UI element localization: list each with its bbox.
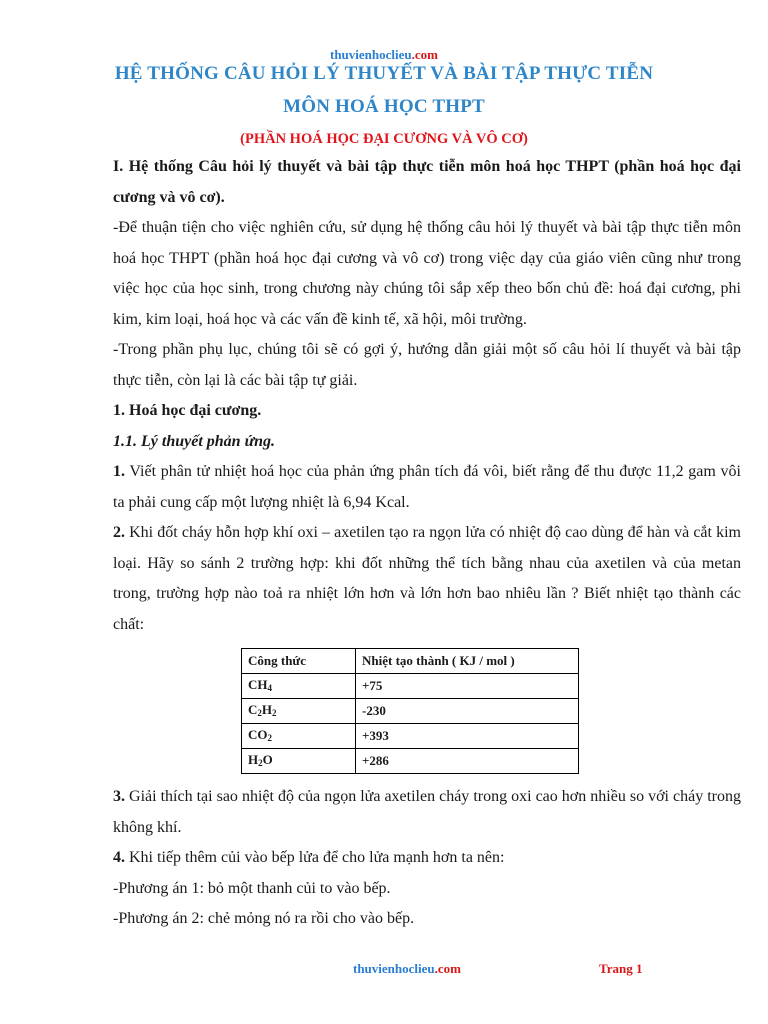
- table-row: [242, 699, 579, 724]
- question-4-text: Khi tiếp thêm củi vào bếp lửa để cho lửa mạnh hơn ta nên:: [125, 849, 505, 866]
- formula-part: CO: [248, 726, 268, 742]
- formula-part: H: [248, 751, 259, 767]
- formula-part: H: [261, 701, 273, 717]
- footer-site-name-text: thuvienhoclieu: [353, 961, 435, 976]
- heading-reaction-theory: 1.1. Lý thuyết phản ứng.: [113, 432, 276, 450]
- question-3-text: Giải thích tại sao nhiệt độ của ngọn lửa axetilen cháy trong oxi cao hơn nhiều so với cháy trong không khí.: [113, 788, 741, 836]
- value-cell: +286: [356, 749, 579, 774]
- formula-subscript: 2: [257, 707, 262, 718]
- table-header-row: [242, 649, 579, 674]
- header-site-name-text: thuvienhoclieu: [330, 47, 412, 62]
- document-subtitle: (PHẦN HOÁ HỌC ĐẠI CƯƠNG VÀ VÔ CƠ): [240, 131, 528, 147]
- document-title-line2: MÔN HOÁ HỌC THPT: [283, 96, 485, 117]
- question-1-number: 1.: [113, 463, 125, 480]
- footer-site-name: [353, 961, 461, 977]
- footer-site-domain: .com: [434, 961, 461, 976]
- question-4: [113, 843, 741, 874]
- document-title-line1: HỆ THỐNG CÂU HỎI LÝ THUYẾT VÀ BÀI TẬP THỰC TIỄN: [114, 63, 654, 84]
- question-2-text: Khi đốt cháy hỗn hợp khí oxi – axetilen tạo ra ngọn lửa có nhiệt độ cao dùng để hàn và cắt kim loại. Hãy so sánh 2 trường hợp: khi đốt những thể tích bằng nhau của axetilen và của metan trong, trường hợp nào toả ra nhiệt lớn hơn và lớn hơn bao nhiêu lần ? Biết nhiệt tạo thành các chất:: [113, 524, 741, 633]
- page-number: Trang 1: [599, 961, 643, 976]
- intro-paragraph-2: -Trong phần phụ lục, chúng tôi sẽ có gợi ý, hướng dẫn giải một số câu hỏi lí thuyết và bài tập thực tiễn, còn lại là các bài tập tự giải.: [113, 341, 741, 389]
- question-2-number: 2.: [113, 524, 125, 541]
- table-header-cell: Nhiệt tạo thành ( KJ / mol ): [356, 649, 579, 674]
- question-3: [113, 782, 741, 843]
- question-1-text: Viết phân tử nhiệt hoá học của phản ứng phân tích đá vôi, biết rằng để thu được 11,2 gam vôi ta phải cung cấp một lượng nhiệt là 6,94 Kcal.: [113, 463, 741, 511]
- document-body: [113, 152, 741, 935]
- table-header-cell: Công thức: [242, 649, 356, 674]
- question-3-number: 3.: [113, 788, 125, 805]
- table-row: [242, 674, 579, 699]
- table-row: [242, 749, 579, 774]
- question-4-option-1: -Phương án 1: bỏ một thanh củi to vào bếp.: [113, 879, 391, 897]
- question-4-number: 4.: [113, 849, 125, 866]
- section-heading: I. Hệ thống Câu hỏi lý thuyết và bài tập thực tiễn môn hoá học THPT (phần hoá học đại cương và vô cơ).: [113, 158, 741, 206]
- formula-subscript: 2: [267, 732, 272, 743]
- heading-general-chemistry: 1. Hoá học đại cương.: [113, 402, 262, 419]
- table-row: [242, 724, 579, 749]
- question-1: [113, 457, 741, 518]
- formula-subscript: 2: [258, 757, 263, 768]
- formula-cell: [242, 724, 356, 749]
- formula-part: C: [248, 701, 258, 717]
- formula-subscript: 4: [267, 682, 272, 693]
- value-cell: +393: [356, 724, 579, 749]
- question-4-option-2: -Phương án 2: chẻ mỏng nó ra rồi cho vào bếp.: [113, 910, 415, 927]
- formula-cell: [242, 674, 356, 699]
- formula-cell: [242, 699, 356, 724]
- intro-paragraph-1: -Để thuận tiện cho việc nghiên cứu, sử dụng hệ thống câu hỏi lý thuyết và bài tập thực tiễn môn hoá học THPT (phần hoá học đại cương và vô cơ) trong việc dạy của giáo viên cũng như trong việc học của học sinh, trong chương này chúng tôi sắp xếp theo bốn chủ đề: hoá đại cương, phi kim, kim loại, hoá học và các vấn đề kinh tế, xã hội, môi trường.: [113, 219, 741, 328]
- formula-cell: [242, 749, 356, 774]
- header-site-domain: .com: [411, 47, 438, 62]
- header-site-name: [0, 47, 768, 63]
- formula-part: O: [262, 751, 273, 767]
- formula-subscript: 2: [272, 707, 277, 718]
- formation-heat-table: [241, 648, 579, 774]
- value-cell: +75: [356, 674, 579, 699]
- question-2: [113, 518, 741, 640]
- formula-part: CH: [248, 676, 268, 692]
- value-cell: -230: [356, 699, 579, 724]
